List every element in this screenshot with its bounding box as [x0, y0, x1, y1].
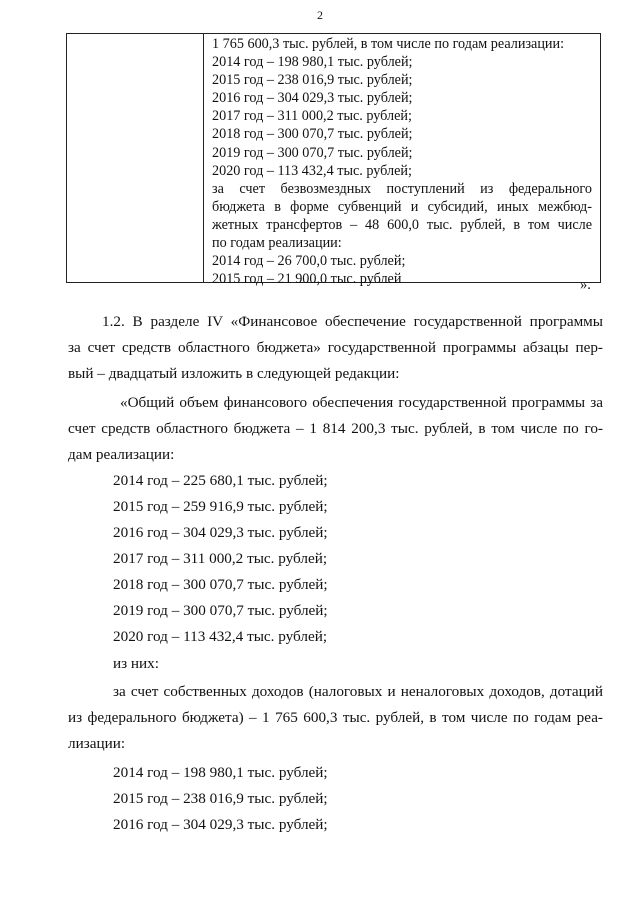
- paragraph-line: из них:: [113, 655, 159, 672]
- paragraph-line: 1.2. В разделе IV «Финансовое обеспечение государственной программы: [102, 313, 603, 330]
- table-line: 2015 год – 21 900,0 тыс. рублей: [212, 271, 402, 288]
- paragraph-line: 2017 год – 311 000,2 тыс. рублей;: [113, 550, 328, 567]
- table-line: 2017 год – 311 000,2 тыс. рублей;: [212, 108, 412, 125]
- paragraph-line: 2015 год – 238 016,9 тыс. рублей;: [113, 790, 328, 807]
- page-number: 2: [317, 8, 323, 22]
- table-right-cell: [206, 34, 600, 288]
- paragraph-line: счет средств областного бюджета – 1 814 200,3 тыс. рублей, в том числе по го-: [68, 420, 603, 437]
- table-line: за счет безвозмездных поступлений из федерального: [212, 180, 592, 197]
- paragraph-line: 2015 год – 259 916,9 тыс. рублей;: [113, 498, 328, 515]
- paragraph-line: вый – двадцатый изложить в следующей редакции:: [68, 365, 400, 382]
- paragraph-line: 2016 год – 304 029,3 тыс. рублей;: [113, 524, 328, 541]
- table-line: жетных трансфертов – 48 600,0 тыс. рублей, в том числе: [212, 216, 592, 233]
- table-line: 2015 год – 238 016,9 тыс. рублей;: [212, 72, 413, 89]
- continuation-table: [66, 33, 601, 288]
- paragraph-line: дам реализации:: [68, 446, 175, 463]
- paragraph-line: 2016 год – 304 029,3 тыс. рублей;: [113, 816, 328, 833]
- paragraph-line: 2018 год – 300 070,7 тыс. рублей;: [113, 576, 328, 593]
- paragraph-line: за счет средств областного бюджета» государственной программы абзацы пер-: [68, 339, 603, 356]
- paragraph-line: «Общий объем финансового обеспечения государственной программы за: [120, 394, 603, 411]
- paragraph-line: 2014 год – 225 680,1 тыс. рублей;: [113, 472, 328, 489]
- closing-quote-mark: ».: [580, 277, 591, 293]
- paragraph-line: за счет собственных доходов (налоговых и неналоговых доходов, дотаций: [113, 683, 603, 700]
- table-left-cell: [67, 34, 204, 282]
- table-line: 2014 год – 26 700,0 тыс. рублей;: [212, 253, 406, 270]
- paragraph-line: 2019 год – 300 070,7 тыс. рублей;: [113, 602, 328, 619]
- paragraph-line: 2020 год – 113 432,4 тыс. рублей;: [113, 628, 328, 645]
- table-line: по годам реализации:: [212, 235, 342, 252]
- table-line: 2016 год – 304 029,3 тыс. рублей;: [212, 90, 413, 107]
- paragraph-line: из федерального бюджета) – 1 765 600,3 тыс. рублей, в том числе по годам реа-: [68, 709, 603, 726]
- table-line: 2020 год – 113 432,4 тыс. рублей;: [212, 162, 412, 179]
- paragraph-line: 2014 год – 198 980,1 тыс. рублей;: [113, 764, 328, 781]
- paragraph-line: лизации:: [68, 735, 126, 752]
- table-line: 2018 год – 300 070,7 тыс. рублей;: [212, 126, 413, 143]
- table-line: бюджета в форме субвенций и субсидий, иных межбюд-: [212, 198, 592, 215]
- table-line: 1 765 600,3 тыс. рублей, в том числе по годам реализации:: [212, 36, 565, 52]
- table-line: 2019 год – 300 070,7 тыс. рублей;: [212, 144, 413, 161]
- table-line: 2014 год – 198 980,1 тыс. рублей;: [212, 54, 413, 71]
